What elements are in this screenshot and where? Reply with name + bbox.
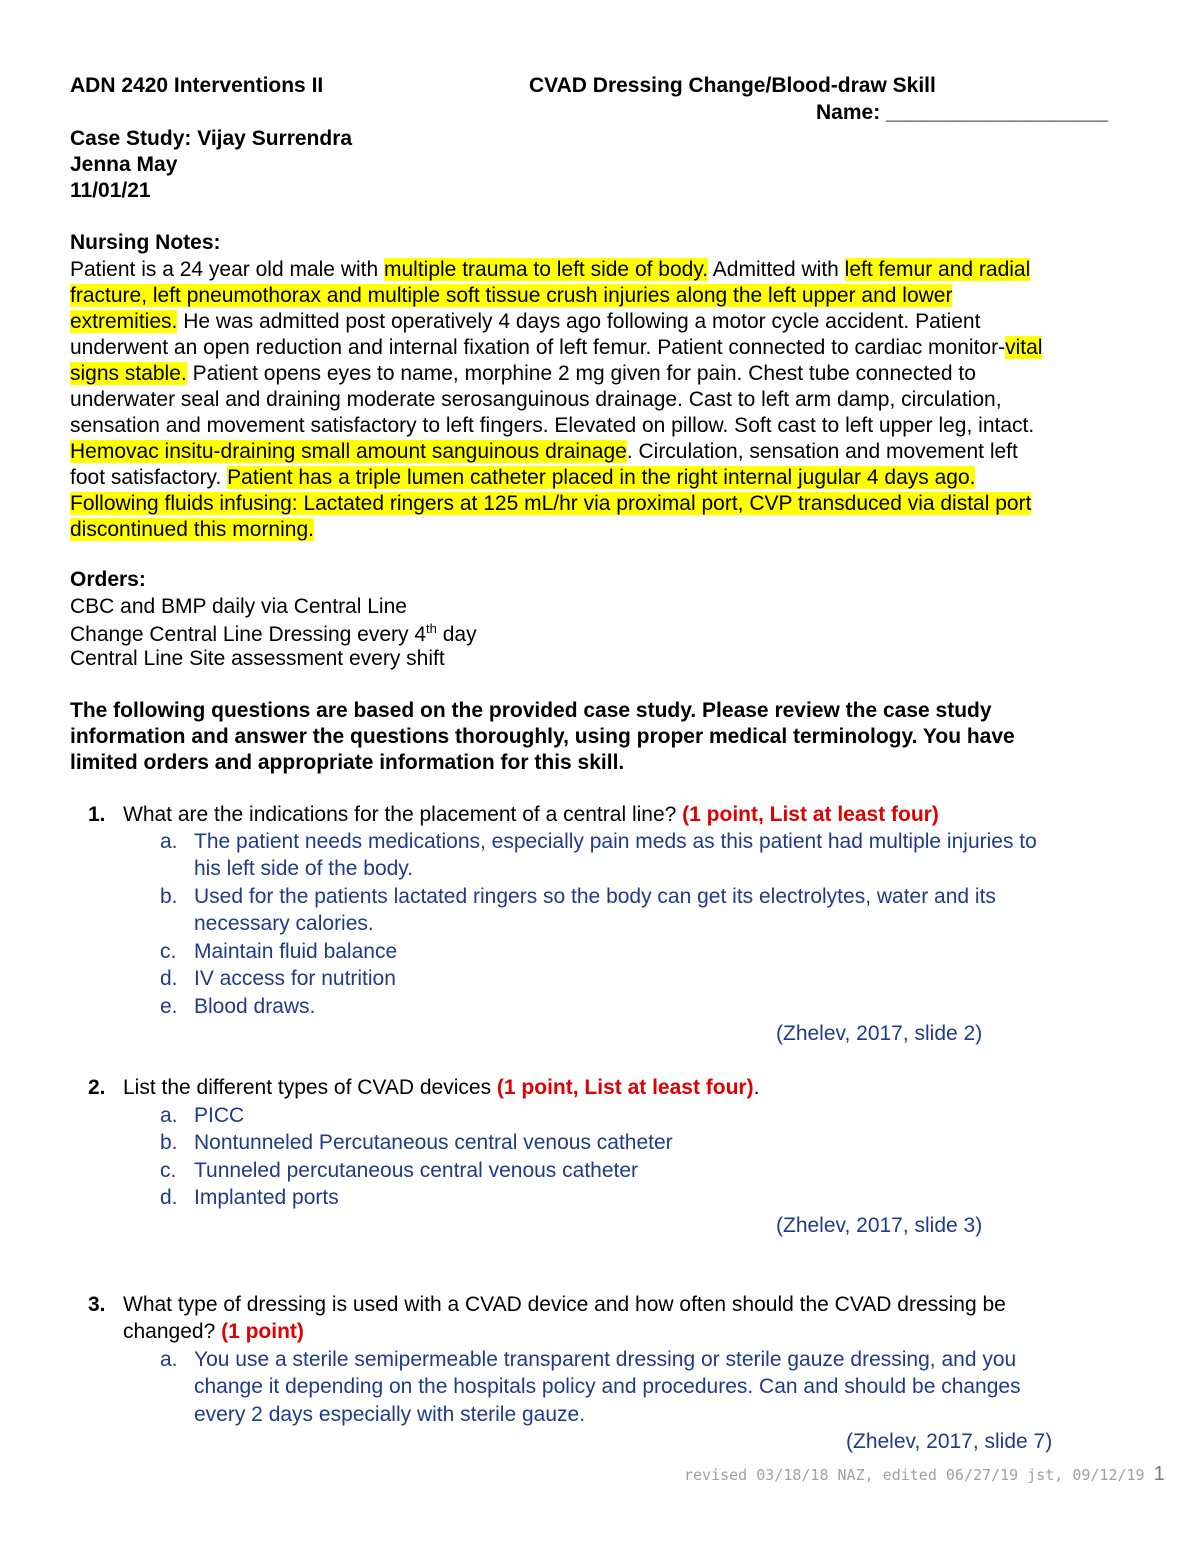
answer-text: PICC: [194, 1104, 245, 1127]
question-3-text-line: changed? (1 point): [123, 1320, 304, 1343]
nursing-notes-line: [70, 465, 975, 491]
answer-letter: b.: [160, 885, 178, 908]
student-name: Jenna May: [70, 153, 178, 176]
nursing-notes-line: [70, 335, 1042, 361]
nursing-notes-heading: Nursing Notes:: [70, 231, 221, 254]
highlighted-text: vital: [1005, 336, 1043, 359]
answer-text: You use a sterile semipermeable transparent dressing or sterile gauze dressing, and you: [194, 1348, 1017, 1371]
nursing-notes-line: [70, 439, 1018, 465]
answer-text: change it depending on the hospitals policy and procedures. Can and should be changes: [194, 1375, 1021, 1398]
answer-letter: a.: [160, 830, 178, 853]
highlighted-text: discontinued this morning.: [70, 518, 314, 541]
page-number: 1: [1153, 1463, 1165, 1485]
nursing-notes-line: [70, 283, 952, 309]
answer-letter: a.: [160, 1104, 178, 1127]
citation: (Zhelev, 2017, slide 7): [846, 1430, 1053, 1453]
nursing-notes-line: [70, 309, 980, 335]
answer-text: IV access for nutrition: [194, 967, 396, 990]
note-text: . Circulation, sensation and movement left: [626, 440, 1018, 463]
citation: (Zhelev, 2017, slide 3): [776, 1214, 983, 1237]
answer-letter: c.: [160, 1159, 177, 1182]
answer-letter: d.: [160, 1186, 178, 1209]
highlighted-text: Hemovac insitu-draining small amount sanguinous drainage: [70, 440, 627, 463]
answer-text: Used for the patients lactated ringers so the body can get its electrolytes, water and its: [194, 885, 996, 908]
note-text: Admitted with: [708, 258, 845, 281]
note-text: foot satisfactory.: [70, 466, 228, 489]
note-text: underwater seal and draining moderate serosanguinous drainage. Cast to left arm damp, circulation,: [70, 388, 1002, 411]
note-text: He was admitted post operatively 4 days ago following a motor cycle accident. Patient: [177, 310, 981, 333]
highlighted-text: Following fluids infusing: Lactated ringers at 125 mL/hr via proximal port, CVP transduced via distal port: [70, 492, 1032, 515]
question-number: 3.: [88, 1293, 106, 1316]
skill-title: CVAD Dressing Change/Blood-draw Skill: [529, 74, 936, 97]
answer-text: The patient needs medications, especially pain meds as this patient had multiple injuries to: [194, 830, 1037, 853]
answer-letter: d.: [160, 967, 178, 990]
highlighted-text: multiple trauma to left side of body.: [384, 258, 709, 281]
answer-letter: c.: [160, 940, 177, 963]
revision-footer: revised 03/18/18 NAZ, edited 06/27/19 jst, 09/12/19 1: [684, 1463, 1165, 1485]
order-item: Central Line Site assessment every shift: [70, 647, 445, 670]
orders-heading: Orders:: [70, 568, 146, 591]
highlighted-text: signs stable.: [70, 362, 187, 385]
answer-letter: e.: [160, 995, 178, 1018]
case-date: 11/01/21: [70, 179, 151, 202]
highlighted-text: extremities.: [70, 310, 178, 333]
nursing-notes-line: [70, 413, 1034, 439]
answer-text: Tunneled percutaneous central venous catheter: [194, 1159, 639, 1182]
question-1-text: What are the indications for the placement of a central line? (1 point, List at least four): [123, 803, 939, 826]
order-item: Change Central Line Dressing every 4th day: [70, 621, 477, 646]
note-text: Patient is a 24 year old male with: [70, 258, 384, 281]
instructions-line: information and answer the questions thoroughly, using proper medical terminology. You have: [70, 725, 1015, 748]
answer-text: his left side of the body.: [194, 857, 414, 880]
instructions-line: limited orders and appropriate information for this skill.: [70, 751, 625, 774]
nursing-notes-line: [70, 361, 976, 387]
note-text: Patient opens eyes to name, morphine 2 mg given for pain. Chest tube connected to: [186, 362, 976, 385]
highlighted-text: fracture, left pneumothorax and multiple soft tissue crush injuries along the left upper and lower: [70, 284, 953, 307]
answer-text: every 2 days especially with sterile gauze.: [194, 1403, 586, 1426]
answer-text: Implanted ports: [194, 1186, 339, 1209]
nursing-notes-line: [70, 257, 1030, 283]
note-text: sensation and movement satisfactory to left fingers. Elevated on pillow. Soft cast to left upper leg, intact.: [70, 414, 1035, 437]
answer-letter: a.: [160, 1348, 178, 1371]
answer-text: Maintain fluid balance: [194, 940, 398, 963]
nursing-notes-line: [70, 387, 1002, 413]
highlighted-text: left femur and radial: [844, 258, 1031, 281]
order-item: CBC and BMP daily via Central Line: [70, 595, 407, 618]
citation: (Zhelev, 2017, slide 2): [776, 1022, 983, 1045]
question-3-text-line: What type of dressing is used with a CVAD device and how often should the CVAD dressing be: [123, 1293, 1006, 1316]
course-title: ADN 2420 Interventions II: [70, 74, 324, 97]
answer-letter: b.: [160, 1131, 178, 1154]
instructions-line: The following questions are based on the provided case study. Please review the case study: [70, 699, 992, 722]
answer-text: Nontunneled Percutaneous central venous catheter: [194, 1131, 673, 1154]
question-number: 2.: [88, 1076, 106, 1099]
answer-text: Blood draws.: [194, 995, 316, 1018]
nursing-notes-line: [70, 491, 1031, 517]
note-text: underwent an open reduction and internal fixation of left femur. Patient connected to cardiac monitor-: [70, 336, 1006, 359]
question-number: 1.: [88, 803, 106, 826]
answer-text: necessary calories.: [194, 912, 374, 935]
question-2-text: List the different types of CVAD devices (1 point, List at least four).: [123, 1076, 760, 1099]
name-field-label: Name: ___________________: [816, 101, 1108, 124]
nursing-notes-line: [70, 517, 314, 543]
case-study-title: Case Study: Vijay Surrendra: [70, 127, 353, 150]
highlighted-text: Patient has a triple lumen catheter placed in the right internal jugular 4 days ago.: [227, 466, 976, 489]
